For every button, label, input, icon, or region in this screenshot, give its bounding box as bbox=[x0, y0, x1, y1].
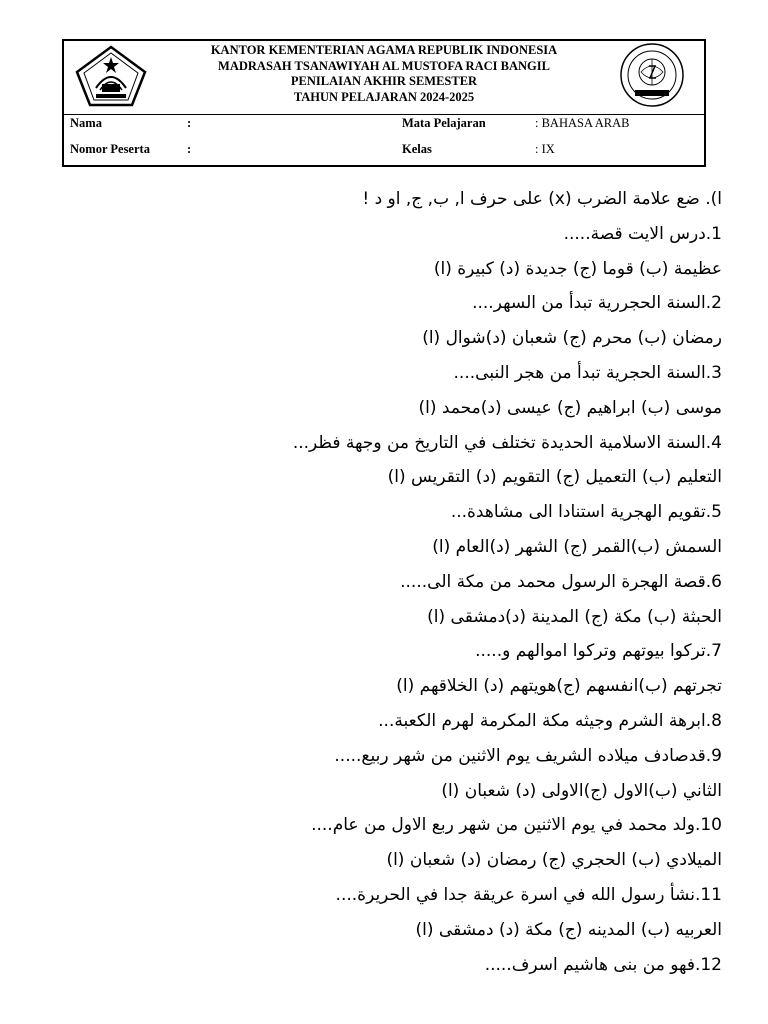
options-5: السمش (ب)القمر (ج) الشهر (د)العام (ا) bbox=[432, 536, 722, 557]
question-11: 11.نشأ رسول الله في اسرة عريقة جدا في الحريرة.... bbox=[335, 884, 722, 905]
options-9: الثاني (ب)الاول (ج)الاولى (د) شعبان (ا) bbox=[441, 780, 722, 801]
nama-label: Nama bbox=[70, 116, 102, 130]
header-line-school: MADRASAH TSANAWIYAH AL MUSTOFA RACI BANGIL bbox=[218, 58, 550, 73]
question-5: 5.تقويم الهجرية استنادا الى مشاهدة... bbox=[450, 502, 722, 523]
options-11: العربيه (ب) المدينه (ج) مكة (د) دمشقى (ا) bbox=[415, 919, 722, 940]
options-1: عظيمة (ب) قوما (ج) جديدة (د) كبيرة (ا) bbox=[433, 258, 722, 279]
header-line-exam: PENILAIAN AKHIR SEMESTER bbox=[290, 74, 478, 88]
question-12: 12.فهو من بنى هاشيم اسرف..... bbox=[484, 954, 722, 975]
header-line-year: TAHUN PELAJARAN 2024-2025 bbox=[293, 89, 475, 104]
mata-pelajaran-label: Mata Pelajaran bbox=[402, 116, 486, 130]
options-10: الميلادي (ب) الحجري (ج) رمضان (د) شعبان (ا) bbox=[386, 850, 722, 871]
question-8: 8.ابرهة الشرم وجيثه مكة المكرمة لهرم الكعبة... bbox=[378, 710, 722, 731]
madrasah-logo-icon bbox=[619, 42, 685, 108]
exam-header bbox=[62, 39, 706, 167]
options-4: التعليم (ب) التعميل (ج) التقويم (د) التقريس (ا) bbox=[387, 467, 722, 488]
mata-pelajaran-value: : BAHASA ARAB bbox=[535, 116, 630, 130]
nomor-peserta-colon: : bbox=[187, 142, 192, 156]
question-7: 7.تركوا بيوتهم وتركوا اموالهم و..... bbox=[475, 641, 722, 662]
question-list bbox=[60, 182, 722, 982]
ministry-logo-icon bbox=[74, 44, 148, 108]
question-9: 9.قدصادف ميلاده الشريف يوم الاثنين من شهر ربيع..... bbox=[334, 745, 722, 766]
question-10: 10.ولد محمد في يوم الاثنين من شهر ربع الاول من عام.... bbox=[311, 815, 722, 836]
instruction-line: ا). ضع علامة الضرب (x) على حرف ا, ب, ج, او د ! bbox=[362, 189, 722, 209]
question-4: 4.السنة الاسلامية الحديدة تختلف في التاريخ من وجهة فظر... bbox=[292, 432, 722, 453]
question-1: 1.درس الايت قصة..... bbox=[563, 223, 722, 244]
options-7: تجرتهم (ب)انفسهم (ج)هويتهم (د) الخلاقهم (ا) bbox=[396, 676, 722, 697]
kelas-value: : IX bbox=[535, 142, 555, 156]
header-divider bbox=[64, 114, 704, 115]
kelas-label: Kelas bbox=[402, 142, 432, 156]
options-6: الحبثة (ب) مكة (ج) المدينة (د)دمشقى (ا) bbox=[427, 606, 722, 627]
options-3: موسى (ب) ابراهيم (ج) عيسى (د)محمد (ا) bbox=[418, 397, 722, 418]
options-2: رمضان (ب) محرم (ج) شعبان (د)شوال (ا) bbox=[422, 328, 722, 349]
nama-colon: : bbox=[187, 116, 192, 130]
question-2: 2.السنة الحجررية تبدأ من السهر.... bbox=[472, 293, 722, 314]
question-3: 3.السنة الحجرية تبدأ من هجر النبى.... bbox=[453, 362, 722, 383]
header-title-block bbox=[154, 43, 614, 105]
question-6: 6.قصة الهجرة الرسول محمد من مكة الى..... bbox=[400, 571, 722, 592]
header-line-ministry: KANTOR KEMENTERIAN AGAMA REPUBLIK INDONESIA bbox=[210, 43, 558, 57]
nomor-peserta-label: Nomor Peserta bbox=[70, 142, 150, 156]
